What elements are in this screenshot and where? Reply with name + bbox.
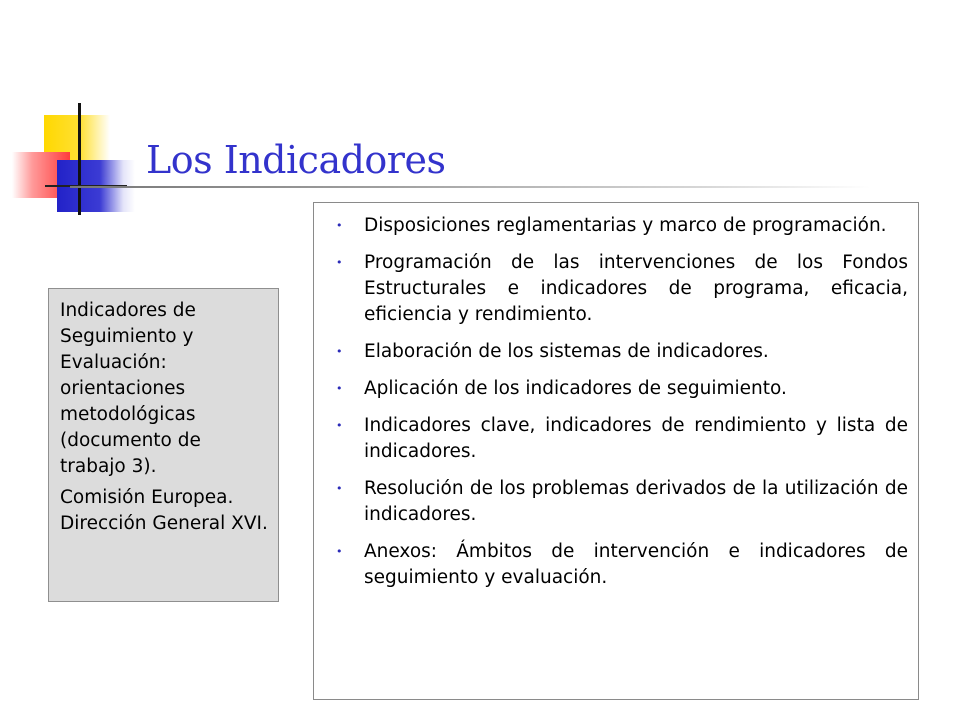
list-item <box>324 339 908 365</box>
list-item <box>324 476 908 528</box>
bullet-icon: • <box>336 482 343 495</box>
list-item <box>324 539 908 591</box>
source-reference-box <box>48 288 279 602</box>
bullet-icon: • <box>336 545 343 558</box>
contents-list-box <box>313 202 919 700</box>
bullet-icon: • <box>336 219 343 232</box>
list-item <box>324 213 908 239</box>
list-item <box>324 413 908 465</box>
slide-title: Los Indicadores <box>146 138 446 182</box>
list-item-text: Elaboración de los sistemas de indicadores. <box>364 341 769 362</box>
list-item-text: Disposiciones reglamentarias y marco de programación. <box>364 215 887 236</box>
contents-list <box>324 213 908 591</box>
list-item-text: Resolución de los problemas derivados de la utilización de indicadores. <box>364 478 908 525</box>
logo-vertical-line <box>78 103 81 215</box>
bullet-icon: • <box>336 382 343 395</box>
list-item-text: Aplicación de los indicadores de seguimiento. <box>364 378 787 399</box>
list-item-text: Programación de las intervenciones de los Fondos Estructurales e indicadores de programa, eficacia, eficiencia y rendimiento. <box>364 252 908 325</box>
source-document-text: Indicadores de Seguimiento y Evaluación: orientaciones metodológicas (documento de trabajo 3). <box>60 300 201 477</box>
list-item-text: Indicadores clave, indicadores de rendimiento y lista de indicadores. <box>364 415 908 462</box>
bullet-icon: • <box>336 256 343 269</box>
bullet-icon: • <box>336 345 343 358</box>
bullet-icon: • <box>336 419 343 432</box>
list-item <box>324 250 908 328</box>
list-item <box>324 376 908 402</box>
list-item-text: Anexos: Ámbitos de intervención e indicadores de seguimiento y evaluación. <box>364 541 908 588</box>
source-author-text: Comisión Europea. Dirección General XVI. <box>60 487 268 534</box>
title-underline <box>70 186 870 188</box>
decorative-squares-logo <box>0 0 140 230</box>
